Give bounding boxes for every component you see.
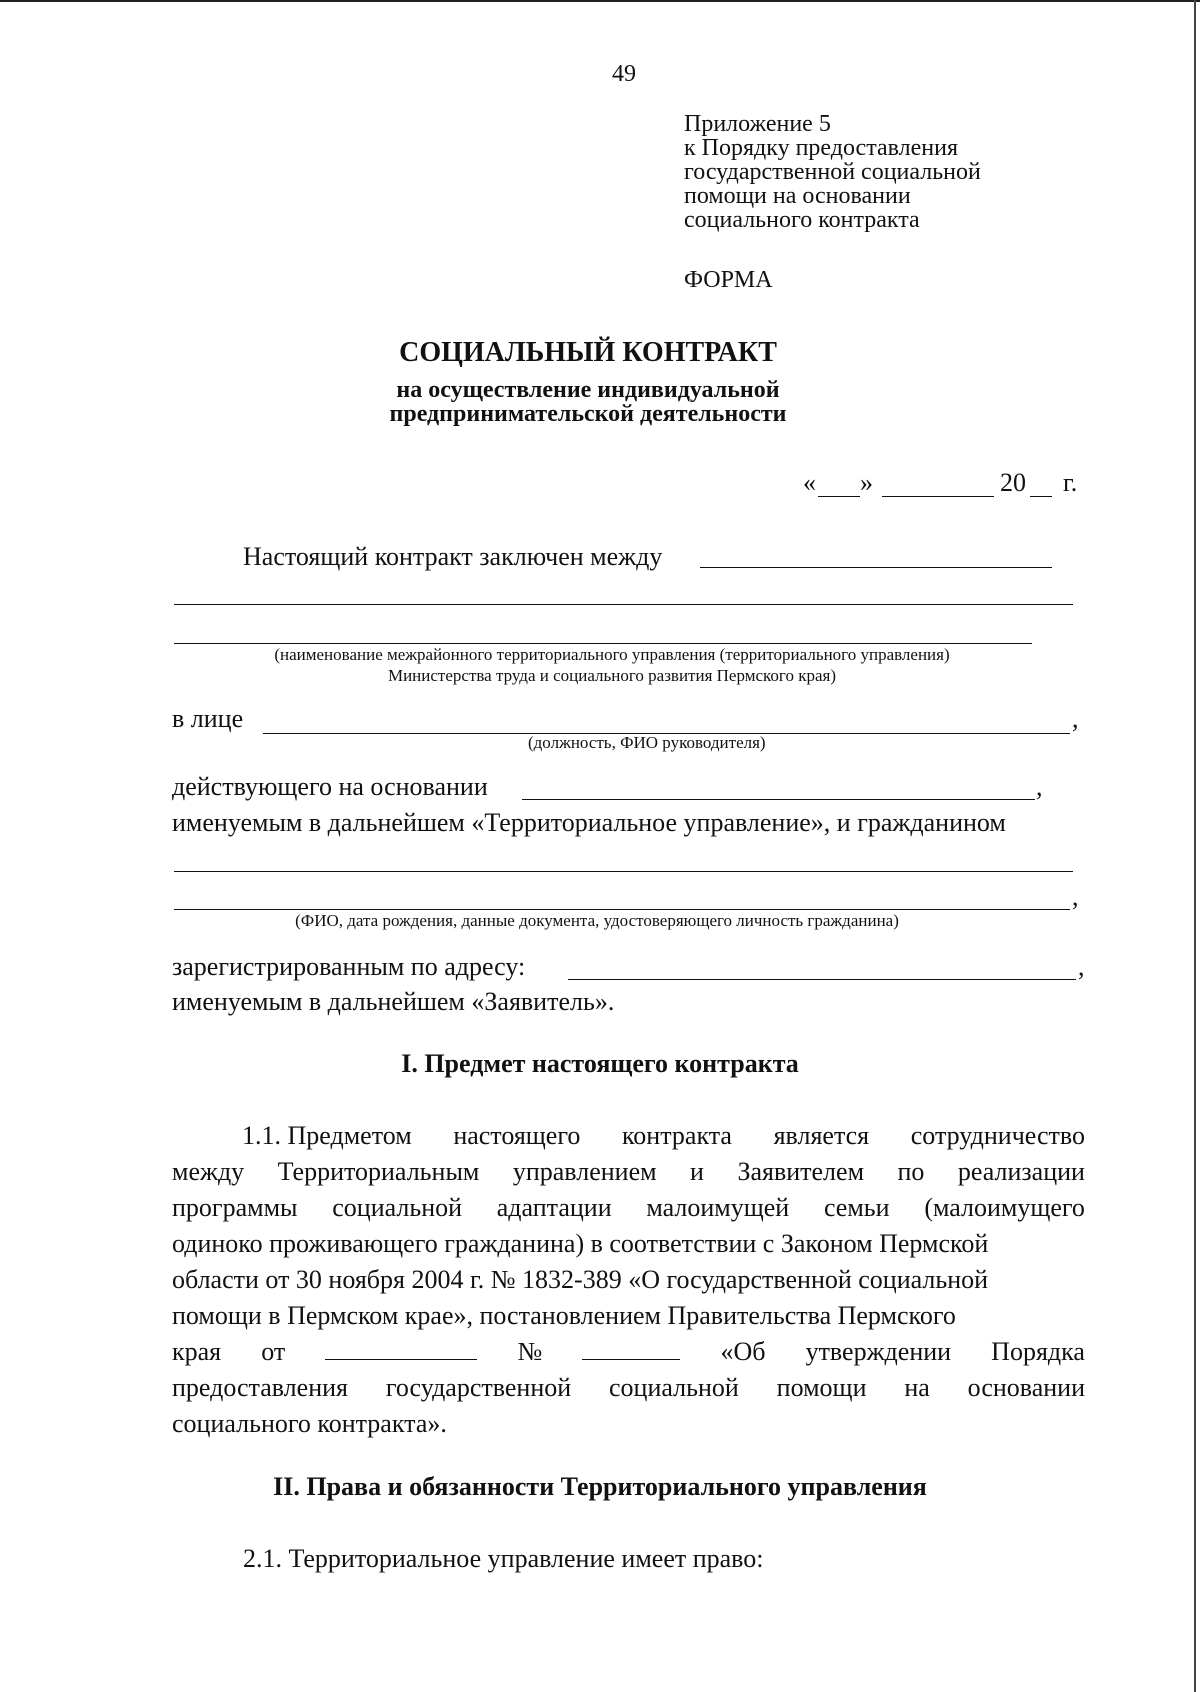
intro-text: Настоящий контракт заключен между (243, 542, 663, 571)
represented-by-label: в лице (172, 704, 244, 733)
acting-basis-label: действующего на основании (172, 772, 488, 801)
acting-basis-field[interactable] (522, 799, 1035, 800)
appendix-block (684, 112, 981, 232)
represented-by-comma: , (1072, 704, 1079, 733)
resolution-number-field[interactable] (582, 1337, 680, 1360)
territorial-office-caption-2: Министерства труда и социального развития Пермского края) (387, 666, 837, 685)
section-1-line: программы социальной адаптации малоимущей семьи (малоимущего (172, 1193, 1085, 1222)
section-1-heading: I. Предмет настоящего контракта (401, 1049, 799, 1078)
section-1-line: помощи в Пермском крае», постановлением Правительства Пермского (172, 1301, 956, 1330)
parties-field-3[interactable] (174, 643, 1032, 644)
acting-basis-comma: , (1036, 772, 1043, 801)
date-month-field[interactable] (882, 496, 994, 497)
page-edge-top (0, 0, 1200, 2)
appendix-line: социального контракта (684, 207, 920, 233)
document-title: СОЦИАЛЬНЫЙ КОНТРАКТ (399, 337, 777, 368)
section-1-line: предоставления государственной социальной помощи на основании (172, 1373, 1085, 1402)
appendix-line: помощи на основании (684, 183, 911, 209)
section-1-line: 1.1. Предметом настоящего контракта является сотрудничество (242, 1121, 1085, 1150)
representative-caption: (должность, ФИО руководителя) (528, 733, 766, 752)
document-subtitle-line2: предпринимательской деятельности (389, 401, 787, 427)
citizen-field-2[interactable] (174, 909, 1070, 910)
appendix-line: к Порядку предоставления (684, 135, 959, 161)
page-edge-right (1194, 0, 1196, 1692)
registered-address-field[interactable] (568, 979, 1076, 980)
section-1-line: области от 30 ноября 2004 г. № 1832-389 «О государственной социальной (172, 1265, 989, 1294)
applicant-text: именуемым в дальнейшем «Заявитель». (172, 987, 615, 1016)
date-year-field[interactable] (1030, 496, 1052, 497)
citizen-comma: , (1072, 882, 1079, 911)
date-year-suffix: г. (1063, 468, 1078, 497)
section-1-line: между Территориальным управлением и Заявителем по реализации (172, 1157, 1085, 1186)
appendix-line: государственной социальной (684, 159, 981, 185)
registered-address-comma: , (1078, 952, 1085, 981)
resolution-date-field[interactable] (325, 1337, 477, 1360)
section-1-line: края от № «Об утверждении Порядка (172, 1337, 1085, 1366)
section-1-line: одиноко проживающего гражданина) в соответствии с Законом Пермской (172, 1229, 989, 1258)
date-open-quote: « (803, 468, 816, 497)
citizen-caption: (ФИО, дата рождения, данные документа, удостоверяющего личность гражданина) (295, 911, 899, 930)
named-territorial-office-text: именуемым в дальнейшем «Территориальное управление», и гражданином (172, 808, 1006, 837)
registered-address-label: зарегистрированным по адресу: (172, 952, 526, 981)
document-subtitle-line1: на осуществление индивидуальной (396, 377, 780, 403)
date-day-field[interactable] (818, 496, 860, 497)
section-2-heading: II. Права и обязанности Территориального управления (273, 1472, 927, 1501)
territorial-office-caption-1: (наименование межрайонного территориального управления (территориального управления) (274, 645, 950, 664)
section-2-item: 2.1. Территориальное управление имеет право: (243, 1544, 764, 1573)
date-year-prefix: 20 (1000, 468, 1026, 497)
form-label: ФОРМА (684, 267, 773, 293)
parties-field-2[interactable] (174, 604, 1073, 605)
section-1-line: социального контракта». (172, 1409, 447, 1438)
date-close-quote: » (860, 468, 873, 497)
appendix-line: Приложение 5 (684, 111, 831, 137)
parties-field-1[interactable] (700, 567, 1052, 568)
citizen-field-1[interactable] (174, 871, 1073, 872)
page-number: 49 (612, 61, 636, 87)
